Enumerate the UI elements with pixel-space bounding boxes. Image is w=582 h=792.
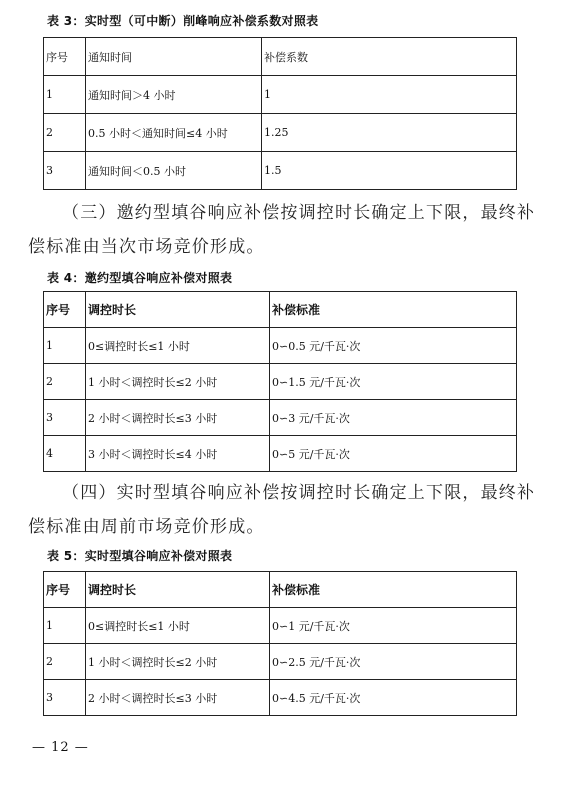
table4-header-row: [44, 292, 517, 328]
table4-cell: 0∽3 元/千瓦·次: [270, 400, 517, 436]
page-number: — 12 —: [32, 740, 89, 755]
table3-cell: 1.5: [262, 152, 517, 190]
paragraph-4: [28, 476, 554, 544]
table3-cell: 0.5 小时＜通知时间≤4 小时: [86, 114, 262, 152]
table4-header-cell: 补偿标准: [270, 292, 517, 328]
table-row: [44, 644, 517, 680]
table-row: [44, 328, 517, 364]
table3-cell: 3: [44, 152, 86, 190]
table3-caption: 表 3：实时型（可中断）削峰响应补偿系数对照表: [47, 14, 319, 28]
table5-cell: 0∽4.5 元/千瓦·次: [270, 680, 517, 716]
table5: [43, 571, 517, 716]
table-row: [44, 114, 517, 152]
paragraph-line: 偿标准由周前市场竞价形成。: [28, 517, 265, 537]
table4-cell: 1: [44, 328, 86, 364]
table3-cell: 1.25: [262, 114, 517, 152]
table5-header-cell: 补偿标准: [270, 572, 517, 608]
table4-header-cell: 调控时长: [86, 292, 270, 328]
paragraph-3: [28, 196, 554, 264]
table4-header-cell: 序号: [44, 292, 86, 328]
table5-cell: 0∽1 元/千瓦·次: [270, 608, 517, 644]
table3: [43, 37, 517, 190]
table4-cell: 2 小时＜调控时长≤3 小时: [86, 400, 270, 436]
table-row: [44, 436, 517, 472]
table5-header-cell: 调控时长: [86, 572, 270, 608]
table4-caption: 表 4：邀约型填谷响应补偿对照表: [47, 271, 233, 285]
table5-cell: 2 小时＜调控时长≤3 小时: [86, 680, 270, 716]
paragraph-line: （四）实时型填谷响应补偿按调控时长确定上下限，最终补: [62, 483, 536, 503]
table3-header-row: [44, 38, 517, 76]
table-row: [44, 364, 517, 400]
table5-caption: 表 5：实时型填谷响应补偿对照表: [47, 549, 233, 563]
table3-cell: 2: [44, 114, 86, 152]
table5-cell: 0∽2.5 元/千瓦·次: [270, 644, 517, 680]
paragraph-line: 偿标准由当次市场竞价形成。: [28, 237, 265, 257]
table4-cell: 4: [44, 436, 86, 472]
table4-cell: 0≤调控时长≤1 小时: [86, 328, 270, 364]
table5-cell: 1 小时＜调控时长≤2 小时: [86, 644, 270, 680]
table5-header-row: [44, 572, 517, 608]
table4-cell: 0∽1.5 元/千瓦·次: [270, 364, 517, 400]
table5-cell: 3: [44, 680, 86, 716]
table5-cell: 1: [44, 608, 86, 644]
paragraph-line: （三）邀约型填谷响应补偿按调控时长确定上下限，最终补: [62, 203, 536, 223]
table5-header-cell: 序号: [44, 572, 86, 608]
table4-cell: 1 小时＜调控时长≤2 小时: [86, 364, 270, 400]
table4-cell: 3: [44, 400, 86, 436]
table3-header-cell: 补偿系数: [262, 38, 517, 76]
table3-header-cell: 通知时间: [86, 38, 262, 76]
table-row: [44, 680, 517, 716]
table3-cell: 通知时间＞4 小时: [86, 76, 262, 114]
table-row: [44, 608, 517, 644]
table3-cell: 通知时间＜0.5 小时: [86, 152, 262, 190]
table4: [43, 291, 517, 472]
table4-cell: 0∽0.5 元/千瓦·次: [270, 328, 517, 364]
table3-cell: 1: [262, 76, 517, 114]
table-row: [44, 152, 517, 190]
table4-cell: 2: [44, 364, 86, 400]
table5-cell: 0≤调控时长≤1 小时: [86, 608, 270, 644]
table-row: [44, 400, 517, 436]
table4-cell: 3 小时＜调控时长≤4 小时: [86, 436, 270, 472]
table5-cell: 2: [44, 644, 86, 680]
table-row: [44, 76, 517, 114]
table3-cell: 1: [44, 76, 86, 114]
table4-cell: 0∽5 元/千瓦·次: [270, 436, 517, 472]
table3-header-cell: 序号: [44, 38, 86, 76]
